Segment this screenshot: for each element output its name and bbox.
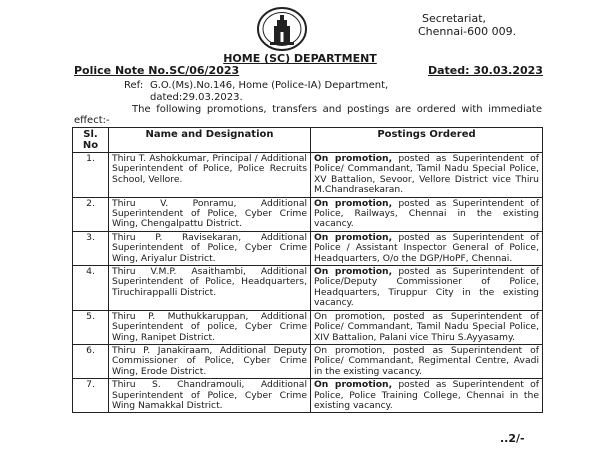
- header-sl-no: Sl. No: [73, 128, 109, 153]
- posting-text: posted as Superintendent of Police/ Commandant, Regimental Centre, Avadi in the existing vacancy.: [314, 344, 540, 377]
- table-header-row: [73, 128, 543, 153]
- posting-text: posted as Superintendent of Police/ Commandant, Tamil Nadu Special Police, XIV Battalion, Palani vice Thiru S.Ayyasamy.: [314, 310, 540, 343]
- table-row: [73, 310, 543, 344]
- table-row: [73, 153, 543, 198]
- reference-line-1: G.O.(Ms).No.146, Home (Police-IA) Department,: [150, 80, 389, 91]
- row-name: Thiru S. Chandramouli, Additional Superintendent of Police, Cyber Crime Wing Namakkal District.: [109, 379, 311, 413]
- address-block: [418, 12, 588, 38]
- posting-prefix: On promotion,: [314, 197, 393, 209]
- row-sl-no: 1.: [73, 153, 109, 198]
- row-posting: [311, 153, 543, 198]
- row-posting: [311, 197, 543, 231]
- city-line: Chennai-600 009.: [418, 25, 517, 38]
- row-posting: [311, 344, 543, 378]
- row-name: Thiru T. Ashokkumar, Principal / Additional Superintendent of Police, Police Recruits School, Vellore.: [109, 153, 311, 198]
- row-name: Thiru P. Muthukkaruppan, Additional Superintendent of police, Cyber Crime Wing, Ranipet District.: [109, 310, 311, 344]
- reference-block: [124, 80, 389, 104]
- row-name: Thiru V.M.P. Asaithambi, Additional Superintendent of Police, Headquarters, Tiruchirappalli District.: [109, 266, 311, 311]
- table-row: [73, 379, 543, 413]
- posting-prefix: On promotion,: [314, 231, 393, 243]
- row-name: Thiru V. Ponramu, Additional Superintendent of Police, Cyber Crime Wing, Chengalpattu District.: [109, 197, 311, 231]
- row-sl-no: 4.: [73, 266, 109, 311]
- table-row: [73, 197, 543, 231]
- posting-text: posted as Superintendent of Police / Assistant Inspector General of Police, Headquarters, O/o the DGP/HoPF, Chennai.: [314, 231, 539, 264]
- row-posting: [311, 231, 543, 265]
- row-posting: [311, 266, 543, 311]
- secretariat-line: Secretariat,: [422, 12, 487, 25]
- row-name: Thiru P. Ravisekaran, Additional Superintendent of Police, Cyber Crime Wing, Ariyalur District.: [109, 231, 311, 265]
- row-posting: [311, 379, 543, 413]
- header-postings: Postings Ordered: [311, 128, 543, 153]
- posting-text: posted as Superintendent of Police, Railways, Chennai in the existing vacancy.: [314, 197, 539, 230]
- table-row: [73, 231, 543, 265]
- postings-table: [72, 127, 543, 413]
- intro-paragraph: The following promotions, transfers and postings are ordered with immediate effect:-: [74, 104, 542, 126]
- department-title: HOME (SC) DEPARTMENT: [223, 52, 377, 65]
- row-posting: [311, 310, 543, 344]
- police-note-number: Police Note No.SC/06/2023: [74, 64, 240, 77]
- note-date: Dated: 30.03.2023: [428, 64, 543, 77]
- row-name: Thiru P. Janakiraam, Additional Deputy Commissioner of Police, Cyber Crime Wing, Erode District.: [109, 344, 311, 378]
- posting-text: posted as Superintendent of Police, Police Training College, Chennai in the existing vacancy.: [314, 379, 539, 411]
- header-name: Name and Designation: [109, 128, 311, 153]
- posting-prefix: On promotion,: [314, 153, 393, 164]
- row-sl-no: 5.: [73, 310, 109, 344]
- posting-prefix: On promotion,: [314, 379, 393, 391]
- posting-text: posted as Superintendent of Police/Deputy Commissioner of Police, Headquarters, Tiruppur City in the existing vacancy.: [314, 266, 539, 309]
- row-sl-no: 2.: [73, 197, 109, 231]
- row-sl-no: 6.: [73, 344, 109, 378]
- row-sl-no: 3.: [73, 231, 109, 265]
- page-number: ..2/-: [500, 432, 525, 445]
- posting-text: posted as Superintendent of Police/ Commandant, Tamil Nadu Special Police, XV Battalion, Sevoor, Vellore District vice Thiru M.Chandrasekaran.: [314, 153, 539, 196]
- tamil-nadu-emblem-icon: [256, 6, 308, 52]
- table-row: [73, 344, 543, 378]
- row-sl-no: 7.: [73, 379, 109, 413]
- reference-line-2: dated:29.03.2023.: [150, 92, 243, 103]
- posting-prefix: On promotion,: [314, 266, 393, 278]
- posting-prefix: On promotion,: [314, 310, 386, 322]
- posting-prefix: On promotion,: [314, 344, 386, 356]
- table-row: [73, 266, 543, 311]
- reference-label: Ref:: [124, 80, 144, 91]
